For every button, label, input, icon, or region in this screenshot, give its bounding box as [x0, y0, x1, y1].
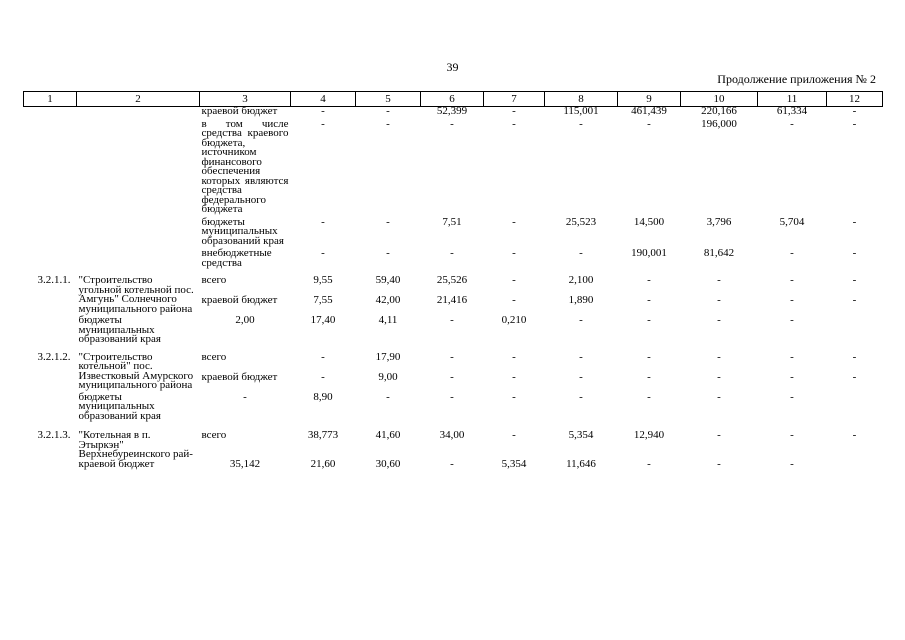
financing-table [23, 91, 883, 469]
cell-value: 2,100 [568, 274, 594, 286]
cell-value: 0,210 [501, 314, 527, 326]
cell-value: - [790, 274, 794, 286]
cell-value: - [512, 274, 516, 286]
cell-value: - [321, 370, 325, 383]
cell-value: - [852, 215, 857, 228]
cell-value: 7,55 [313, 294, 333, 306]
funding-source: в том числе средства краевого бюджета, источником финансового обеспечения которых являются средства федерального бюджета [201, 117, 289, 215]
cell-value: - [512, 215, 516, 228]
column-header: 6 [421, 92, 484, 107]
row-code [24, 249, 77, 268]
cell-value: 220,166 [701, 105, 737, 117]
cell-value: - [717, 274, 721, 286]
cell-value: - [717, 370, 721, 383]
cell-value: - [717, 390, 721, 403]
cell-value: 9,00 [378, 370, 398, 383]
column-header: 10 [681, 92, 758, 107]
appendix-continuation: Продолжение приложения № 2 [717, 72, 876, 86]
funding-source: внебюджетные средства [201, 247, 272, 269]
funding-source: краевой бюджет [201, 294, 278, 306]
cell-value: 2,00 [235, 314, 255, 326]
object-name [77, 120, 200, 215]
page-number: 39 [446, 60, 459, 74]
column-header: 2 [77, 92, 200, 107]
cell-value: - [512, 429, 516, 441]
row-code: 3.2.1.1. [37, 274, 71, 286]
cell-value: 42,00 [375, 294, 401, 306]
table-body [24, 107, 883, 470]
cell-value: 81,642 [703, 247, 735, 259]
cell-value: - [790, 294, 794, 306]
cell-value: - [321, 215, 325, 228]
cell-value: 21,416 [436, 294, 468, 306]
cell-value: - [717, 314, 721, 326]
table-row [24, 107, 883, 117]
cell-value: 52,399 [436, 105, 468, 117]
cell-value: 17,40 [310, 314, 336, 326]
column-header: 9 [618, 92, 681, 107]
cell-value: 5,354 [501, 457, 527, 470]
cell-value: - [579, 370, 583, 383]
table-row [24, 431, 883, 458]
cell-value: - [386, 390, 390, 403]
cell-value: 11,646 [566, 457, 596, 470]
object-name: "Строительство угольной котельной пос. Амгунь" Солнечного муниципального района [78, 274, 194, 315]
funding-source: всего [201, 350, 227, 363]
cell-value: - [647, 117, 651, 130]
table-row [24, 276, 883, 294]
cell-value: - [512, 350, 516, 363]
cell-value: - [647, 390, 651, 403]
cell-value: 3,796 [706, 215, 732, 228]
cell-value: - [512, 370, 516, 383]
cell-value: - [450, 350, 454, 363]
cell-value: - [512, 117, 516, 130]
cell-value: - [790, 350, 794, 363]
row-code: 3.2.1.3. [37, 429, 71, 441]
row-code: 3.2.1.2. [37, 350, 71, 363]
funding-source: всего [201, 274, 227, 286]
cell-value: 5,354 [568, 429, 594, 441]
cell-value: - [450, 457, 454, 470]
funding-source: бюджеты муниципальных образований края [78, 314, 161, 345]
cell-value: - [579, 390, 583, 403]
cell-value: - [790, 390, 794, 403]
column-header: 3 [200, 92, 291, 107]
cell-value: - [450, 117, 454, 130]
cell-value: 5,704 [779, 215, 805, 228]
cell-value: - [321, 247, 325, 259]
cell-value: - [717, 429, 721, 441]
object-name [77, 249, 200, 268]
table-row [24, 393, 883, 422]
cell-value: - [790, 429, 794, 441]
column-header: 8 [545, 92, 618, 107]
cell-value: - [647, 314, 651, 326]
cell-value: - [321, 350, 325, 363]
cell-value: 25,526 [436, 274, 468, 286]
funding-source: краевой бюджет [201, 370, 278, 383]
cell-value: - [386, 247, 390, 259]
object-name [77, 107, 200, 117]
object-name: "Котельная в п. Этыркэн" Верхнебуреинского рай- [78, 429, 193, 460]
cell-value: - [579, 350, 583, 363]
column-header: 5 [356, 92, 421, 107]
row-code [24, 316, 77, 345]
column-header: 4 [291, 92, 356, 107]
funding-source: всего [201, 429, 227, 441]
row-code [24, 120, 77, 215]
cell-value: - [717, 457, 721, 470]
cell-value: - [790, 117, 794, 130]
table-row [24, 353, 883, 371]
cell-value: - [512, 390, 516, 403]
cell-value: - [647, 457, 651, 470]
cell-value: 115,001 [563, 105, 599, 117]
column-header: 11 [758, 92, 827, 107]
cell-value: 196,000 [701, 117, 737, 130]
funding-source: краевой бюджет [201, 105, 278, 117]
cell-value: - [852, 370, 857, 383]
cell-value: - [386, 105, 390, 117]
cell-value: - [852, 294, 857, 306]
cell-value: - [386, 117, 390, 130]
cell-value: 461,439 [631, 105, 667, 117]
cell-value: - [647, 370, 651, 383]
cell-value: - [579, 247, 583, 259]
cell-value: - [852, 350, 857, 363]
object-name: "Строительство котельной" пос. Известковый Амурского муниципального района [78, 350, 194, 391]
cell-value: - [512, 294, 516, 306]
row-code [24, 107, 77, 117]
cell-value: 14,500 [633, 215, 665, 228]
cell-value: - [790, 314, 794, 326]
table-row [24, 120, 883, 215]
cell-value: - [386, 215, 390, 228]
row-code [24, 296, 77, 314]
cell-value: 4,11 [378, 314, 398, 326]
cell-value: - [512, 247, 516, 259]
cell-value: - [243, 390, 247, 403]
cell-value: - [717, 350, 721, 363]
cell-value: - [790, 457, 794, 470]
cell-value: - [852, 105, 857, 117]
cell-value: 21,60 [310, 457, 336, 470]
cell-value: - [852, 117, 857, 130]
cell-value: - [852, 274, 857, 286]
funding-source: краевой бюджет [78, 457, 155, 470]
cell-value: - [647, 294, 651, 306]
cell-value: 190,001 [631, 247, 667, 259]
table-row [24, 316, 883, 345]
column-header: 1 [24, 92, 77, 107]
cell-value: - [790, 370, 794, 383]
cell-value: 12,940 [633, 429, 665, 441]
cell-value: 7,51 [442, 215, 462, 228]
cell-value: 30,60 [375, 457, 401, 470]
cell-value: 61,334 [776, 105, 808, 117]
cell-value: - [579, 314, 583, 326]
row-code [24, 460, 77, 470]
cell-value: 38,773 [307, 429, 339, 441]
cell-value: - [852, 429, 857, 441]
cell-value: 17,90 [375, 350, 401, 363]
cell-value: - [790, 247, 794, 259]
column-header: 7 [484, 92, 545, 107]
row-code [24, 218, 77, 247]
cell-value: - [450, 247, 454, 259]
cell-value: - [647, 274, 651, 286]
cell-value: - [450, 370, 454, 383]
cell-value: 1,890 [568, 294, 594, 306]
row-code [24, 393, 77, 422]
cell-value: - [717, 294, 721, 306]
cell-value: - [852, 247, 857, 259]
cell-value: 59,40 [375, 274, 401, 286]
cell-value: - [647, 350, 651, 363]
cell-value: 25,523 [565, 215, 597, 228]
cell-value: 8,90 [313, 390, 333, 403]
cell-value: - [450, 314, 454, 326]
cell-value: - [512, 105, 516, 117]
table-row [24, 460, 883, 470]
row-code [24, 373, 77, 391]
cell-value: 34,00 [439, 429, 465, 441]
cell-value: 41,60 [375, 429, 401, 441]
cell-value: - [321, 105, 325, 117]
funding-source: бюджеты муниципальных образований края [201, 215, 284, 247]
cell-value: - [321, 117, 325, 130]
cell-value: 35,142 [229, 457, 261, 470]
table-row [24, 249, 883, 268]
cell-value: 9,55 [313, 274, 333, 286]
cell-value: - [450, 390, 454, 403]
table-row [24, 218, 883, 247]
column-header: 12 [827, 92, 883, 107]
funding-source: бюджеты муниципальных образований края [78, 390, 161, 422]
cell-value: - [579, 117, 583, 130]
object-name [77, 218, 200, 247]
